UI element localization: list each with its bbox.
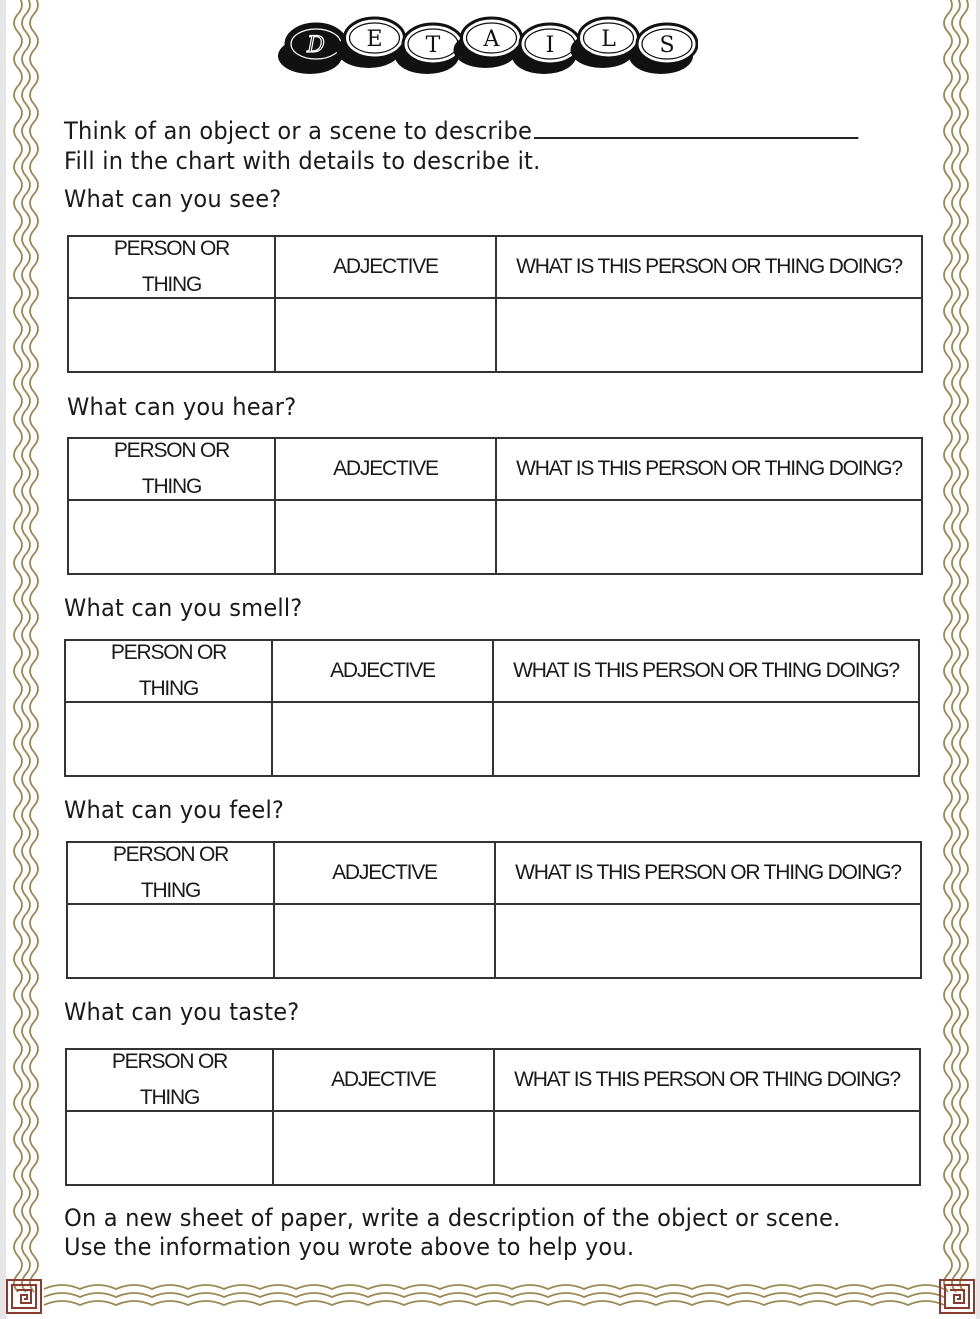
cell-person-or-thing[interactable]	[65, 702, 272, 776]
chart-taste	[65, 1048, 921, 1186]
title-letter: S	[659, 33, 675, 58]
header-doing: WHAT IS THIS PERSON OR THING DOING?	[493, 640, 919, 702]
answer-row	[65, 702, 919, 776]
header-person-or-thing	[66, 1049, 273, 1111]
chart-smell	[64, 639, 920, 777]
header-row	[68, 236, 922, 298]
title-letter: T	[425, 33, 441, 58]
header-adjective: ADJECTIVE	[275, 438, 496, 500]
prompt-taste: What can you taste?	[64, 998, 300, 1026]
header-person-or-thing	[67, 842, 274, 904]
header-line-2: THING	[140, 879, 201, 902]
chart-feel	[66, 841, 922, 979]
intro-line-1	[64, 117, 858, 145]
outro-line-2: Use the information you wrote above to help you.	[64, 1233, 635, 1261]
cell-doing[interactable]	[494, 1111, 920, 1185]
prompt-feel: What can you feel?	[64, 796, 285, 824]
header-line-1: PERSON OR	[111, 1050, 228, 1073]
title-letter: E	[366, 27, 383, 52]
answer-row	[68, 500, 922, 574]
title-letter: L	[601, 27, 616, 52]
corner-spiral-right	[940, 1280, 974, 1313]
cell-adjective[interactable]	[275, 298, 496, 372]
cell-doing[interactable]	[496, 500, 922, 574]
cell-doing[interactable]	[495, 904, 921, 978]
header-adjective: ADJECTIVE	[274, 842, 495, 904]
prompt-smell: What can you smell?	[64, 594, 303, 622]
cell-doing[interactable]	[496, 298, 922, 372]
header-line-2: THING	[139, 1086, 200, 1109]
header-line-1: PERSON OR	[113, 439, 230, 462]
answer-row	[66, 1111, 920, 1185]
header-row	[68, 438, 922, 500]
intro-text: Think of an object or a scene to describe	[64, 117, 533, 145]
cell-person-or-thing[interactable]	[66, 1111, 273, 1185]
corner-spiral-left	[7, 1280, 41, 1313]
prompt-see: What can you see?	[64, 185, 282, 213]
header-person-or-thing	[65, 640, 272, 702]
header-person-or-thing	[68, 438, 275, 500]
cell-doing[interactable]	[493, 702, 919, 776]
header-doing: WHAT IS THIS PERSON OR THING DOING?	[494, 1049, 920, 1111]
chart-hear	[67, 437, 923, 575]
title-details-logo	[278, 8, 698, 74]
title-letter: A	[483, 27, 500, 52]
header-line-2: THING	[141, 273, 202, 296]
cell-person-or-thing[interactable]	[68, 500, 275, 574]
cell-adjective[interactable]	[274, 904, 495, 978]
title-letter: I	[545, 33, 555, 58]
header-adjective: ADJECTIVE	[272, 640, 493, 702]
header-row	[65, 640, 919, 702]
header-line-2: THING	[141, 475, 202, 498]
header-line-1: PERSON OR	[113, 237, 230, 260]
cell-adjective[interactable]	[275, 500, 496, 574]
answer-row	[67, 904, 921, 978]
answer-row	[68, 298, 922, 372]
prompt-hear: What can you hear?	[67, 393, 297, 421]
cell-person-or-thing[interactable]	[67, 904, 274, 978]
header-line-2: THING	[138, 677, 199, 700]
header-person-or-thing	[68, 236, 275, 298]
header-line-1: PERSON OR	[112, 843, 229, 866]
title-letter: D	[307, 33, 325, 58]
header-row	[67, 842, 921, 904]
cell-adjective[interactable]	[273, 1111, 494, 1185]
header-doing: WHAT IS THIS PERSON OR THING DOING?	[495, 842, 921, 904]
header-row	[66, 1049, 920, 1111]
header-doing: WHAT IS THIS PERSON OR THING DOING?	[496, 438, 922, 500]
object-answer-line[interactable]	[534, 137, 858, 139]
header-doing: WHAT IS THIS PERSON OR THING DOING?	[496, 236, 922, 298]
outro-line-1: On a new sheet of paper, write a description of the object or scene.	[64, 1204, 841, 1232]
header-adjective: ADJECTIVE	[273, 1049, 494, 1111]
intro-line-2: Fill in the chart with details to describe it.	[64, 147, 541, 175]
header-adjective: ADJECTIVE	[275, 236, 496, 298]
header-line-1: PERSON OR	[110, 641, 227, 664]
cell-person-or-thing[interactable]	[68, 298, 275, 372]
chart-see	[67, 235, 923, 373]
cell-adjective[interactable]	[272, 702, 493, 776]
